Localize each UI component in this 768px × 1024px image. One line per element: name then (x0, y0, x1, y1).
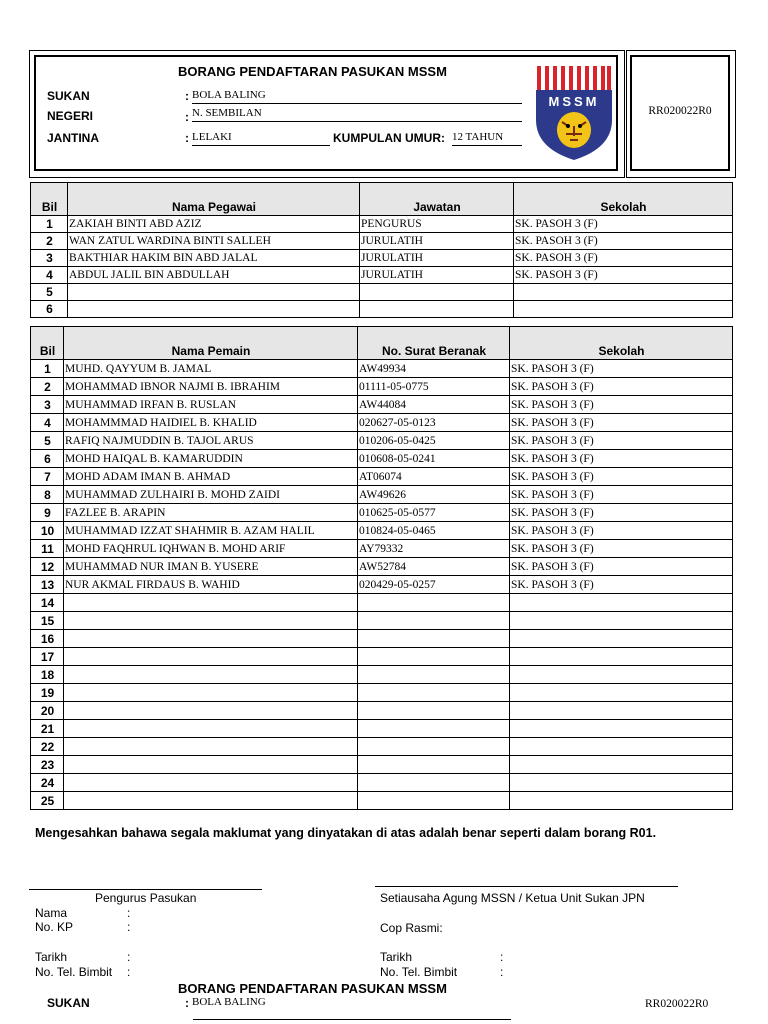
player-cell-sekolah: SK. PASOH 3 (F) (510, 540, 733, 558)
col-bil: Bil (31, 327, 64, 360)
player-cell-bil: 21 (31, 720, 64, 738)
player-cell-id (358, 792, 510, 810)
player-cell-bil: 16 (31, 630, 64, 648)
player-cell-name (64, 774, 358, 792)
col-sekolah: Sekolah (514, 183, 733, 216)
player-cell-sekolah: SK. PASOH 3 (F) (510, 522, 733, 540)
player-cell-name (64, 756, 358, 774)
official-cell-sekolah: SK. PASOH 3 (F) (514, 216, 733, 233)
player-cell-sekolah: SK. PASOH 3 (F) (510, 432, 733, 450)
official-row (31, 216, 733, 233)
player-row (31, 792, 733, 810)
player-cell-sekolah (510, 594, 733, 612)
player-row (31, 612, 733, 630)
player-cell-bil: 19 (31, 684, 64, 702)
colon: : (185, 131, 189, 145)
player-row (31, 576, 733, 594)
player-cell-sekolah (510, 612, 733, 630)
sukan-value: BOLA BALING (192, 89, 522, 104)
next-page-sukan-label: SUKAN (47, 996, 90, 1010)
player-row (31, 666, 733, 684)
player-cell-sekolah (510, 702, 733, 720)
player-cell-bil: 3 (31, 396, 64, 414)
player-row (31, 396, 733, 414)
player-cell-bil: 17 (31, 648, 64, 666)
no-kp-label: No. KP (35, 920, 74, 934)
player-cell-name (64, 792, 358, 810)
player-row (31, 414, 733, 432)
colon: : (185, 110, 189, 124)
player-cell-id: 010824-05-0465 (358, 522, 510, 540)
official-cell-sekolah: SK. PASOH 3 (F) (514, 250, 733, 267)
player-row (31, 486, 733, 504)
player-cell-sekolah: SK. PASOH 3 (F) (510, 360, 733, 378)
player-cell-name: MOHD FAQHRUL IQHWAN B. MOHD ARIF (64, 540, 358, 558)
official-row (31, 233, 733, 250)
player-cell-name (64, 702, 358, 720)
player-cell-name: MUHAMMAD ZULHAIRI B. MOHD ZAIDI (64, 486, 358, 504)
no-tel-label: No. Tel. Bimbit (35, 965, 113, 979)
players-table (30, 326, 733, 810)
kumpulan-umur-label: KUMPULAN UMUR: (333, 131, 445, 145)
official-cell-id (360, 284, 514, 301)
player-cell-bil: 13 (31, 576, 64, 594)
player-cell-name: MOHAMMMAD HAIDIEL B. KHALID (64, 414, 358, 432)
player-row (31, 432, 733, 450)
player-row (31, 468, 733, 486)
officials-header-row (31, 183, 733, 216)
player-row (31, 702, 733, 720)
player-cell-bil: 18 (31, 666, 64, 684)
official-row (31, 250, 733, 267)
official-cell-name: WAN ZATUL WARDINA BINTI SALLEH (68, 233, 360, 250)
player-cell-id: 010206-05-0425 (358, 432, 510, 450)
player-cell-bil: 5 (31, 432, 64, 450)
player-cell-id (358, 666, 510, 684)
colon: : (127, 906, 131, 920)
player-row (31, 594, 733, 612)
player-cell-name: MUHAMMAD IRFAN B. RUSLAN (64, 396, 358, 414)
mssm-logo (534, 62, 614, 162)
form-title: BORANG PENDAFTARAN PASUKAN MSSM (178, 64, 447, 79)
player-cell-bil: 22 (31, 738, 64, 756)
player-cell-id: AW52784 (358, 558, 510, 576)
player-cell-sekolah: SK. PASOH 3 (F) (510, 414, 733, 432)
player-cell-bil: 4 (31, 414, 64, 432)
player-cell-id (358, 774, 510, 792)
player-cell-sekolah: SK. PASOH 3 (F) (510, 396, 733, 414)
negeri-value: N. SEMBILAN (192, 107, 522, 122)
player-cell-sekolah (510, 666, 733, 684)
player-cell-id: AW49626 (358, 486, 510, 504)
official-cell-sekolah: SK. PASOH 3 (F) (514, 267, 733, 284)
player-cell-bil: 23 (31, 756, 64, 774)
player-cell-bil: 24 (31, 774, 64, 792)
player-cell-id: AW44084 (358, 396, 510, 414)
player-cell-id (358, 738, 510, 756)
setiausaha-title: Setiausaha Agung MSSN / Ketua Unit Sukan JPN (380, 891, 645, 905)
player-cell-id (358, 630, 510, 648)
player-cell-bil: 8 (31, 486, 64, 504)
colon: : (127, 920, 131, 934)
next-page-sukan-value: BOLA BALING (192, 996, 266, 1008)
player-cell-name (64, 666, 358, 684)
col-nama-pemain: Nama Pemain (64, 327, 358, 360)
player-cell-name: NUR AKMAL FIRDAUS B. WAHID (64, 576, 358, 594)
player-row (31, 378, 733, 396)
player-row (31, 774, 733, 792)
signature-line-right (375, 886, 678, 887)
declaration: Mengesahkan bahawa segala maklumat yang dinyatakan di atas adalah benar seperti dalam borang R01. (35, 826, 657, 840)
official-cell-id: JURULATIH (360, 250, 514, 267)
player-cell-id (358, 684, 510, 702)
player-cell-id: 020627-05-0123 (358, 414, 510, 432)
official-cell-bil: 6 (31, 301, 68, 318)
official-cell-id: PENGURUS (360, 216, 514, 233)
kumpulan-umur-value: 12 TAHUN (452, 131, 522, 146)
logo-text: MSSM (548, 94, 600, 109)
player-cell-id: 010608-05-0241 (358, 450, 510, 468)
player-cell-name (64, 648, 358, 666)
player-cell-name: MUHAMMAD NUR IMAN B. YUSERE (64, 558, 358, 576)
player-row (31, 684, 733, 702)
player-row (31, 720, 733, 738)
player-cell-name: RAFIQ NAJMUDDIN B. TAJOL ARUS (64, 432, 358, 450)
officials-table (30, 182, 733, 318)
player-cell-id: 010625-05-0577 (358, 504, 510, 522)
player-cell-sekolah (510, 756, 733, 774)
official-row (31, 301, 733, 318)
colon: : (127, 965, 131, 979)
player-cell-name (64, 630, 358, 648)
official-cell-name (68, 301, 360, 318)
player-cell-name (64, 612, 358, 630)
official-cell-name: BAKTHIAR HAKIM BIN ABD JALAL (68, 250, 360, 267)
nama-label: Nama (35, 906, 68, 920)
official-cell-sekolah: SK. PASOH 3 (F) (514, 233, 733, 250)
player-row (31, 450, 733, 468)
player-cell-bil: 10 (31, 522, 64, 540)
col-nama-pegawai: Nama Pegawai (68, 183, 360, 216)
player-cell-bil: 14 (31, 594, 64, 612)
jantina-label: JANTINA (47, 131, 100, 145)
player-cell-name (64, 684, 358, 702)
col-bil: Bil (31, 183, 68, 216)
player-cell-sekolah: SK. PASOH 3 (F) (510, 450, 733, 468)
player-cell-id (358, 594, 510, 612)
player-cell-bil: 1 (31, 360, 64, 378)
cop-rasmi-label: Cop Rasmi: (380, 921, 443, 935)
player-cell-id: 020429-05-0257 (358, 576, 510, 594)
next-page-code: RR020022R0 (645, 998, 709, 1010)
player-cell-name: MUHAMMAD IZZAT SHAHMIR B. AZAM HALIL (64, 522, 358, 540)
player-row (31, 756, 733, 774)
player-cell-bil: 7 (31, 468, 64, 486)
player-row (31, 738, 733, 756)
player-cell-sekolah (510, 684, 733, 702)
player-row (31, 630, 733, 648)
player-cell-name: MOHD ADAM IMAN B. AHMAD (64, 468, 358, 486)
player-cell-bil: 25 (31, 792, 64, 810)
official-cell-bil: 2 (31, 233, 68, 250)
player-cell-bil: 11 (31, 540, 64, 558)
player-cell-name: FAZLEE B. ARAPIN (64, 504, 358, 522)
official-cell-bil: 5 (31, 284, 68, 301)
player-row (31, 360, 733, 378)
player-cell-sekolah (510, 720, 733, 738)
player-cell-bil: 2 (31, 378, 64, 396)
player-cell-sekolah (510, 774, 733, 792)
col-no-surat-beranak: No. Surat Beranak (358, 327, 510, 360)
official-cell-bil: 4 (31, 267, 68, 284)
official-cell-name: ZAKIAH BINTI ABD AZIZ (68, 216, 360, 233)
official-cell-sekolah (514, 284, 733, 301)
no-tel-label-right: No. Tel. Bimbit (380, 965, 458, 979)
player-cell-sekolah: SK. PASOH 3 (F) (510, 504, 733, 522)
player-row (31, 648, 733, 666)
col-jawatan: Jawatan (360, 183, 514, 216)
player-cell-name (64, 594, 358, 612)
player-cell-sekolah (510, 738, 733, 756)
player-cell-bil: 9 (31, 504, 64, 522)
next-page-title: BORANG PENDAFTARAN PASUKAN MSSM (178, 981, 447, 996)
official-cell-id: JURULATIH (360, 267, 514, 284)
player-cell-name: MOHAMMAD IBNOR NAJMI B. IBRAHIM (64, 378, 358, 396)
player-cell-name (64, 738, 358, 756)
colon: : (185, 996, 189, 1010)
player-cell-sekolah (510, 648, 733, 666)
player-cell-sekolah (510, 792, 733, 810)
player-cell-id (358, 648, 510, 666)
player-row (31, 522, 733, 540)
player-cell-sekolah: SK. PASOH 3 (F) (510, 486, 733, 504)
pengurus-pasukan-title: Pengurus Pasukan (95, 891, 197, 905)
colon: : (500, 965, 504, 979)
player-row (31, 504, 733, 522)
colon: : (500, 950, 504, 964)
player-cell-id: 01111-05-0775 (358, 378, 510, 396)
player-cell-name: MUHD. QAYYUM B. JAMAL (64, 360, 358, 378)
player-cell-sekolah: SK. PASOH 3 (F) (510, 468, 733, 486)
colon: : (185, 89, 189, 103)
next-page-underline (193, 1019, 511, 1020)
player-cell-bil: 20 (31, 702, 64, 720)
colon: : (127, 950, 131, 964)
tarikh-label-right: Tarikh (380, 950, 413, 964)
player-cell-bil: 15 (31, 612, 64, 630)
player-cell-id (358, 612, 510, 630)
player-cell-id: AW49934 (358, 360, 510, 378)
player-cell-bil: 12 (31, 558, 64, 576)
player-cell-id (358, 756, 510, 774)
player-cell-id (358, 702, 510, 720)
signature-line-left (29, 889, 262, 890)
player-cell-sekolah: SK. PASOH 3 (F) (510, 558, 733, 576)
form-code: RR020022R0 (648, 105, 712, 117)
sukan-label: SUKAN (47, 89, 90, 103)
player-cell-id: AT06074 (358, 468, 510, 486)
official-cell-sekolah (514, 301, 733, 318)
player-cell-sekolah: SK. PASOH 3 (F) (510, 576, 733, 594)
player-row (31, 540, 733, 558)
players-header-row (31, 327, 733, 360)
player-cell-name: MOHD HAIQAL B. KAMARUDDIN (64, 450, 358, 468)
player-cell-sekolah: SK. PASOH 3 (F) (510, 378, 733, 396)
player-cell-id: AY79332 (358, 540, 510, 558)
col-sekolah: Sekolah (510, 327, 733, 360)
official-cell-name: ABDUL JALIL BIN ABDULLAH (68, 267, 360, 284)
official-cell-id: JURULATIH (360, 233, 514, 250)
tarikh-label: Tarikh (35, 950, 68, 964)
player-row (31, 558, 733, 576)
official-cell-id (360, 301, 514, 318)
player-cell-name (64, 720, 358, 738)
player-cell-bil: 6 (31, 450, 64, 468)
official-row (31, 267, 733, 284)
negeri-label: NEGERI (47, 109, 94, 123)
official-cell-bil: 3 (31, 250, 68, 267)
jantina-value: LELAKI (192, 131, 330, 146)
official-row (31, 284, 733, 301)
official-cell-bil: 1 (31, 216, 68, 233)
player-cell-sekolah (510, 630, 733, 648)
player-cell-id (358, 720, 510, 738)
official-cell-name (68, 284, 360, 301)
